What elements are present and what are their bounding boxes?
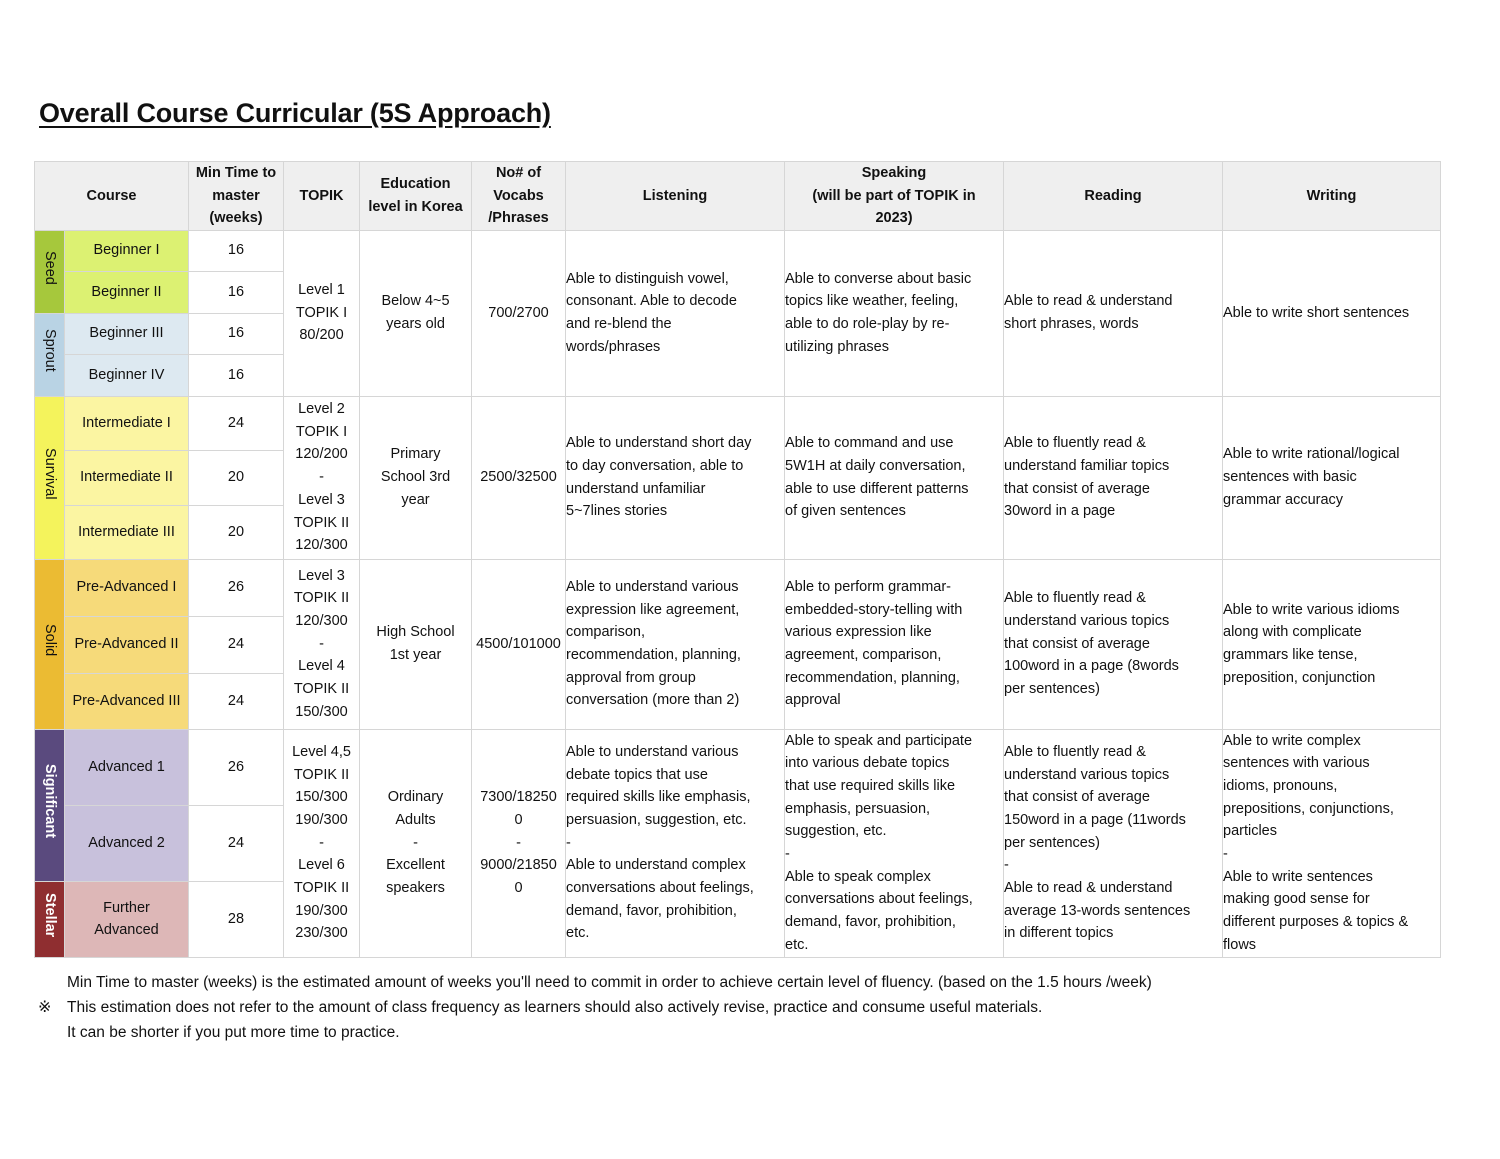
text-line: Able to understand various: [566, 578, 739, 595]
text-line: 150word in a page (11words: [1004, 811, 1186, 828]
text-line: preposition, conjunction: [1223, 669, 1376, 686]
table-row: [35, 559, 1441, 616]
text-line: Beginner III: [89, 325, 164, 342]
table-row: [35, 230, 1441, 271]
text-line: prepositions, conjunctions,: [1223, 800, 1394, 817]
footnote-line: [38, 970, 1152, 995]
text-line: TOPIK II: [293, 766, 350, 783]
text-line: 5W1H at daily conversation,: [785, 457, 966, 474]
text-line: persuasion, suggestion, etc.: [566, 811, 747, 828]
text-line: No# of: [495, 165, 542, 181]
text-line: sentences with various: [1223, 755, 1370, 772]
text-line: Able to read & understand: [1004, 880, 1173, 897]
text-line: recommendation, planning,: [785, 669, 960, 686]
listening-desc: [566, 729, 785, 957]
text-line: able to use different patterns: [785, 480, 969, 497]
header-course: Course: [35, 162, 189, 231]
text-line: Below 4~5: [381, 293, 450, 310]
course-name: [65, 616, 189, 673]
text-line: required skills like emphasis,: [566, 789, 751, 806]
text-line: Able to speak and participate: [785, 732, 973, 749]
text-line: Able to write various idioms: [1223, 601, 1400, 618]
text-line: Pre-Advanced III: [72, 692, 181, 709]
text-line: Intermediate I: [82, 414, 171, 431]
text-line: of given sentences: [785, 503, 906, 520]
text-line: Vocabs: [493, 187, 544, 204]
text-line: agreement, comparison,: [785, 647, 942, 663]
header-min-time: [189, 162, 284, 231]
text-line: years old: [386, 316, 445, 332]
footnote-line: [38, 1020, 1152, 1045]
text-line: -: [1223, 846, 1228, 863]
text-line: suggestion, etc.: [785, 823, 887, 840]
text-line: Beginner IV: [88, 366, 165, 383]
topik-level: [284, 729, 360, 957]
course-name: [65, 313, 189, 354]
text-line: Advanced 1: [88, 758, 165, 775]
speaking-desc: [785, 396, 1004, 559]
text-line: -: [1004, 857, 1009, 874]
text-line: grammars like tense,: [1223, 647, 1358, 663]
table-row: [35, 396, 1441, 450]
text-line: that consist of average: [1004, 480, 1150, 497]
text-line: Education: [380, 176, 451, 193]
text-line: per sentences): [1004, 681, 1100, 698]
text-line: 4500/101000: [476, 635, 561, 652]
group-label: Survival: [41, 447, 58, 500]
group-solid: [35, 559, 65, 729]
text-line: Able to perform grammar-: [785, 578, 951, 595]
min-weeks: 24: [189, 805, 284, 881]
text-line: Able to command and use: [785, 435, 954, 452]
text-line: 190/300: [295, 902, 348, 919]
footnote-text: Min Time to master (weeks) is the estimated amount of weeks you'll need to commit in order to achieve certain level of fluency. (based on the 1.5 hours /week): [67, 974, 1152, 991]
vocab-count: [472, 729, 566, 957]
text-line: 190/300: [295, 811, 348, 828]
min-weeks: 28: [189, 882, 284, 957]
group-label: Stellar: [41, 893, 58, 938]
text-line: 150/300: [295, 789, 348, 806]
text-line: Able to fluently read &: [1004, 435, 1146, 452]
text-line: Able to write sentences: [1223, 868, 1373, 885]
text-line: (weeks): [209, 210, 263, 226]
text-line: (will be part of TOPIK in: [812, 187, 976, 204]
header-reading: Reading: [1004, 162, 1223, 231]
text-line: Pre-Advanced I: [76, 579, 177, 596]
text-line: Able to read & understand: [1004, 293, 1173, 310]
text-line: various expression like: [785, 624, 932, 641]
text-line: 230/300: [295, 925, 348, 942]
reading-desc: [1004, 230, 1223, 396]
course-name: [65, 505, 189, 559]
text-line: Able to write short sentences: [1223, 304, 1410, 321]
course-name: [65, 354, 189, 396]
text-line: Able to converse about basic: [785, 270, 972, 287]
text-line: that use required skills like: [785, 777, 956, 794]
text-line: Able to fluently read &: [1004, 590, 1146, 607]
text-line: demand, favor, prohibition,: [566, 902, 737, 919]
text-line: Ordinary: [387, 789, 444, 806]
text-line: along with complicate: [1223, 624, 1362, 641]
text-line: topics like weather, feeling,: [785, 293, 959, 310]
course-name: [65, 450, 189, 505]
text-line: -: [413, 834, 418, 851]
text-line: sentences with basic: [1223, 469, 1357, 486]
text-line: School 3rd: [380, 469, 451, 486]
listening-desc: [566, 559, 785, 729]
group-significant: [35, 729, 65, 882]
text-line: TOPIK I: [295, 304, 348, 321]
text-line: 150/300: [295, 703, 348, 720]
text-line: grammar accuracy: [1223, 491, 1344, 508]
text-line: in different topics: [1004, 925, 1114, 942]
min-weeks: 26: [189, 559, 284, 616]
text-line: Pre-Advanced II: [74, 636, 179, 653]
group-seed: [35, 230, 65, 313]
text-line: Advanced: [94, 922, 159, 939]
text-line: Primary: [390, 446, 441, 463]
text-line: consonant. Able to decode: [566, 293, 737, 310]
course-name: [65, 396, 189, 450]
header-education: [360, 162, 472, 231]
text-line: 30word in a page: [1004, 503, 1116, 520]
min-weeks: 26: [189, 729, 284, 805]
text-line: 120/300: [295, 537, 348, 554]
text-line: short phrases, words: [1004, 316, 1139, 332]
footnote-text: This estimation does not refer to the amount of class frequency as learners should also actively revise, practice and consume useful materials.: [67, 999, 1043, 1016]
text-line: Speaking: [861, 165, 927, 181]
group-label: Significant: [41, 764, 58, 839]
text-line: conversations about feelings,: [566, 880, 754, 897]
text-line: 120/300: [295, 612, 348, 629]
min-weeks: 24: [189, 616, 284, 673]
text-line: Advanced 2: [88, 835, 165, 852]
text-line: Able to understand various: [566, 743, 739, 760]
text-line: 1st year: [389, 647, 442, 663]
group-stellar: [35, 882, 65, 957]
text-line: Level 1: [298, 281, 345, 298]
header-writing: Writing: [1223, 162, 1441, 231]
text-line: embedded-story-telling with: [785, 601, 963, 618]
text-line: Able to understand short day: [566, 435, 752, 452]
text-line: 9000/21850: [480, 857, 557, 874]
header-speaking: [785, 162, 1004, 231]
vocab-count: [472, 559, 566, 729]
curriculum-table: [34, 161, 1441, 958]
min-weeks: 24: [189, 673, 284, 729]
text-line: that consist of average: [1004, 635, 1150, 652]
text-line: -: [319, 469, 324, 486]
min-weeks: 20: [189, 505, 284, 559]
text-line: TOPIK II: [293, 590, 350, 607]
text-line: Able to understand complex: [566, 857, 746, 874]
speaking-desc: [785, 559, 1004, 729]
reading-desc: [1004, 559, 1223, 729]
table-row: [35, 729, 1441, 805]
topik-level: [284, 559, 360, 729]
header-listening: Listening: [566, 162, 785, 231]
text-line: words/phrases: [566, 338, 661, 355]
text-line: expression like agreement,: [566, 601, 740, 618]
education-level: [360, 396, 472, 559]
header-topik: TOPIK: [284, 162, 360, 231]
listening-desc: [566, 230, 785, 396]
course-name: [65, 882, 189, 957]
text-line: Able to distinguish vowel,: [566, 270, 729, 287]
text-line: per sentences): [1004, 834, 1100, 851]
listening-desc: [566, 396, 785, 559]
writing-desc: [1223, 396, 1441, 559]
text-line: making good sense for: [1223, 891, 1370, 908]
education-level: [360, 729, 472, 957]
text-line: that consist of average: [1004, 789, 1150, 806]
min-weeks: 24: [189, 396, 284, 450]
text-line: understand various topics: [1004, 612, 1170, 629]
writing-desc: [1223, 559, 1441, 729]
min-weeks: 16: [189, 271, 284, 313]
text-line: Intermediate III: [78, 523, 175, 540]
text-line: Level 2: [298, 401, 345, 418]
text-line: utilizing phrases: [785, 338, 889, 355]
text-line: -: [319, 834, 324, 851]
text-line: master: [212, 187, 260, 204]
text-line: 7300/18250: [480, 789, 557, 806]
course-name: [65, 230, 189, 271]
text-line: emphasis, persuasion,: [785, 800, 931, 817]
text-line: Able to write complex: [1223, 732, 1361, 749]
text-line: level in Korea: [368, 198, 463, 215]
text-line: etc.: [566, 925, 590, 942]
text-line: approval from group: [566, 669, 696, 686]
text-line: conversations about feelings,: [785, 891, 973, 908]
text-line: High School: [376, 624, 455, 641]
header-row: [35, 162, 1441, 231]
text-line: TOPIK I: [295, 423, 348, 440]
text-line: approval: [785, 692, 841, 709]
text-line: Level 6: [298, 857, 345, 874]
text-line: understand familiar topics: [1004, 457, 1170, 474]
text-line: Beginner II: [91, 283, 162, 300]
text-line: 2500/32500: [480, 469, 557, 486]
text-line: 80/200: [299, 327, 344, 344]
text-line: Adults: [395, 811, 436, 828]
text-line: and re-blend the: [566, 316, 672, 332]
text-line: -: [516, 834, 521, 851]
education-level: [360, 230, 472, 396]
writing-desc: [1223, 230, 1441, 396]
text-line: Further: [103, 899, 150, 916]
group-survival: [35, 396, 65, 559]
text-line: understand various topics: [1004, 766, 1170, 783]
speaking-desc: [785, 729, 1004, 957]
text-line: demand, favor, prohibition,: [785, 914, 956, 931]
course-name: [65, 673, 189, 729]
min-weeks: 16: [189, 354, 284, 396]
text-line: different purposes & topics &: [1223, 914, 1409, 931]
page-title: Overall Course Curricular (5S Approach): [39, 98, 551, 128]
text-line: 0: [514, 811, 523, 828]
writing-desc: [1223, 729, 1441, 957]
text-line: recommendation, planning,: [566, 647, 741, 663]
footnote-text: It can be shorter if you put more time to practice.: [67, 1024, 400, 1041]
text-line: flows: [1223, 936, 1257, 953]
footnotes: [38, 970, 1152, 1045]
text-line: Excellent: [386, 857, 445, 874]
text-line: -: [785, 846, 790, 863]
text-line: Able to fluently read &: [1004, 743, 1146, 760]
reading-desc: [1004, 729, 1223, 957]
vocab-count: [472, 396, 566, 559]
group-label: Sprout: [41, 329, 58, 373]
text-line: TOPIK II: [293, 880, 350, 897]
text-line: understand unfamiliar: [566, 480, 706, 497]
course-name: [65, 271, 189, 313]
course-name: [65, 805, 189, 881]
text-line: 5~7lines stories: [566, 503, 668, 520]
text-line: able to do role-play by re-: [785, 316, 950, 332]
text-line: -: [319, 635, 324, 652]
speaking-desc: [785, 230, 1004, 396]
text-line: Able to write rational/logical: [1223, 446, 1400, 463]
text-line: TOPIK II: [293, 681, 350, 698]
text-line: debate topics that use: [566, 766, 708, 783]
text-line: 120/200: [295, 446, 348, 463]
text-line: Able to speak complex: [785, 868, 931, 885]
text-line: Beginner I: [93, 242, 160, 259]
group-label: Solid: [41, 624, 58, 657]
text-line: Level 4: [298, 658, 345, 675]
reference-mark-icon: ※: [38, 999, 52, 1016]
text-line: into various debate topics: [785, 755, 950, 772]
text-line: particles: [1223, 823, 1277, 840]
text-line: TOPIK II: [293, 514, 350, 531]
group-sprout: [35, 313, 65, 396]
topik-level: [284, 396, 360, 559]
text-line: speakers: [386, 880, 445, 897]
text-line: idioms, pronouns,: [1223, 777, 1338, 794]
min-weeks: 20: [189, 450, 284, 505]
text-line: average 13-words sentences: [1004, 902, 1191, 919]
min-weeks: 16: [189, 313, 284, 354]
text-line: Level 4,5: [292, 743, 351, 760]
group-label: Seed: [41, 250, 58, 285]
text-line: Level 3: [298, 567, 345, 584]
text-line: -: [566, 834, 571, 851]
text-line: 2023): [875, 210, 913, 226]
text-line: etc.: [785, 936, 809, 953]
course-name: [65, 729, 189, 805]
text-line: 0: [514, 880, 523, 897]
text-line: 700/2700: [488, 304, 549, 321]
text-line: /Phrases: [488, 210, 549, 226]
topik-level: [284, 230, 360, 396]
text-line: year: [401, 491, 430, 508]
text-line: Intermediate II: [80, 469, 173, 486]
text-line: Min Time to: [195, 165, 277, 181]
reading-desc: [1004, 396, 1223, 559]
text-line: 100word in a page (8words: [1004, 658, 1179, 675]
course-name: [65, 559, 189, 616]
education-level: [360, 559, 472, 729]
text-line: to day conversation, able to: [566, 457, 744, 474]
footnote-line: [38, 995, 1152, 1020]
text-line: conversation (more than 2): [566, 692, 740, 709]
vocab-count: [472, 230, 566, 396]
header-vocabs: [472, 162, 566, 231]
text-line: Level 3: [298, 491, 345, 508]
min-weeks: 16: [189, 230, 284, 271]
text-line: comparison,: [566, 624, 645, 641]
